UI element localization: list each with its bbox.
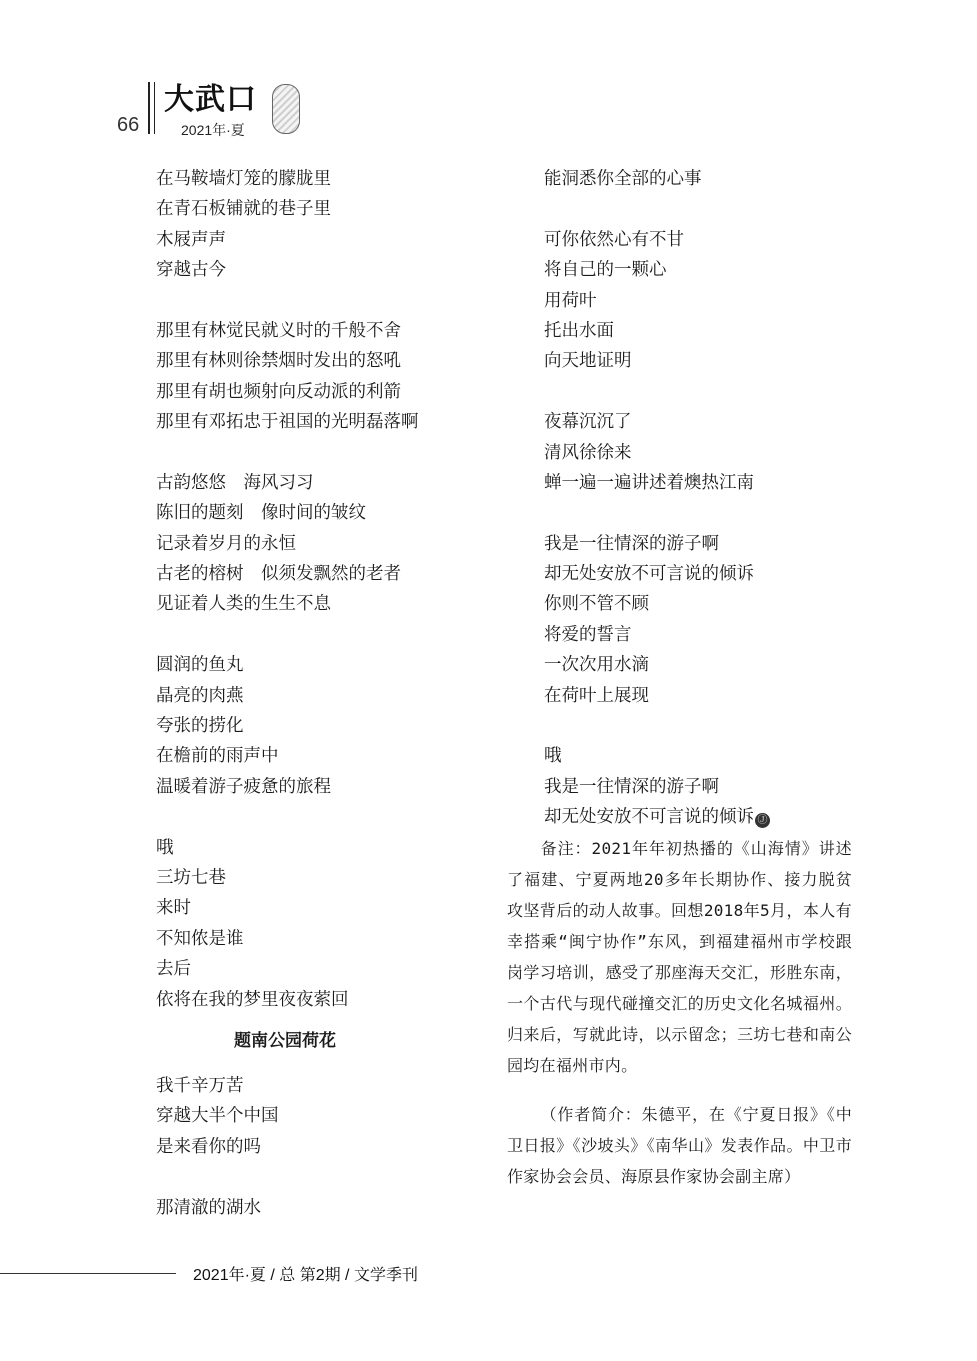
poem-line: 去后 [156,959,191,980]
author-bio-paragraph: （作者简介：朱德平，在《宁夏日报》《中卫日报》《沙坡头》《南华山》发表作品。中卫市作家协会会员、海原县作家协会副主席） [507,1104,852,1186]
left-column [156,164,486,1223]
header-divider [154,82,155,134]
poem-line: 依将在我的梦里夜夜萦回 [156,989,349,1010]
poem-line: 用荷叶 [544,290,597,311]
poem-line-text: 却无处安放不可言说的倾诉 [544,807,754,828]
poem-line: 那里有林觉民就义时的千般不舍 [156,320,401,341]
end-mark-icon: Ⓙ [755,813,770,828]
poem-line: 不知侬是谁 [156,928,244,949]
poem-line: 我千辛万苦 [156,1075,244,1096]
poem-line: 哦 [156,837,174,858]
poem-line: 夜幕沉沉了 [544,412,632,433]
poem-line: 来时 [156,898,191,919]
poem-line: 我是一往情深的游子啊 [544,533,719,554]
poem-line: 陈旧的题刻 像时间的皱纹 [156,503,366,524]
poem-line: 记录着岁月的永恒 [156,533,296,554]
poem-line: 那里有林则徐禁烟时发出的怒吼 [156,351,401,372]
poem-line: 一次次用水滴 [544,655,649,676]
poem-line: 能洞悉你全部的心事 [544,169,702,189]
poem-line: 穿越大半个中国 [156,1106,279,1127]
poem-line: 古韵悠悠 海风习习 [156,472,314,493]
poem-line: 夸张的捞化 [156,716,244,737]
poem-line: 在马鞍墙灯笼的朦胧里 [156,169,331,189]
poem-line: 圆润的鱼丸 [156,655,244,676]
poem-line: 温暖着游子疲惫的旅程 [156,776,331,797]
poem-line: 却无处安放不可言说的倾诉 [544,564,754,585]
poem-line: 向天地证明 [544,351,632,372]
poem-line: 木屐声声 [156,229,226,250]
poem-line: 清风徐徐来 [544,442,632,463]
poem-line: 将爱的誓言 [544,624,632,645]
poem-line: 那里有邓拓忠于祖国的光明磊落啊 [156,412,419,433]
poem-line: 你则不管不顾 [544,594,649,615]
poem-line: 在檐前的雨声中 [156,746,279,767]
poem-line: 蝉一遍一遍讲述着燠热江南 [544,472,754,493]
poem-line: 那清澈的湖水 [156,1197,261,1218]
remark-paragraph: 备注：2021年年初热播的《山海情》讲述了福建、宁夏两地20多年长期协作、接力脱贫攻坚背后的动人故事。回想2018年5月，本人有幸搭乘“闽宁协作”东风，到福建福州市学校跟岗学习培训，感受了那座海天交汇，形胜东南，一个古代与现代碰撞交汇的历史文化名城福州。归来后，写就此诗，以示留念；三坊七巷和南公园均在福州市内。 [507,838,852,1075]
poem-line: 我是一往情深的游子啊 [544,776,719,797]
poem-line: 托出水面 [544,320,614,341]
poem-line: 见证着人类的生生不息 [156,594,331,615]
poem-line: 在荷叶上展现 [544,685,649,706]
page-number: 66 [117,114,140,136]
poem-line: 那里有胡也频射向反动派的利箭 [156,381,401,402]
poem-line [507,802,852,832]
poem-line: 晶亮的肉燕 [156,685,244,706]
right-column [507,164,852,1192]
seal-emblem-icon [272,84,300,134]
issue-label: 2021年·夏 [181,122,245,138]
poem-line: 三坊七巷 [156,867,226,888]
poem-line: 是来看你的吗 [156,1136,261,1157]
remarks-block [507,833,852,1192]
poem-line: 将自己的一颗心 [544,260,667,281]
masthead-title: 大武口 [164,82,257,117]
poem-line: 哦 [544,746,562,767]
poem-title: 题南公园荷花 [234,1030,336,1051]
footer-rule [0,1273,176,1274]
poem-line: 穿越古今 [156,260,226,281]
header-divider [148,82,150,134]
footer-text: 2021年·夏 / 总 第2期 / 文学季刊 [193,1267,418,1284]
poem-line: 古老的榕树 似须发飘然的老者 [156,564,401,585]
poem-line: 在青石板铺就的巷子里 [156,199,331,220]
poem-line: 可你依然心有不甘 [544,229,684,250]
